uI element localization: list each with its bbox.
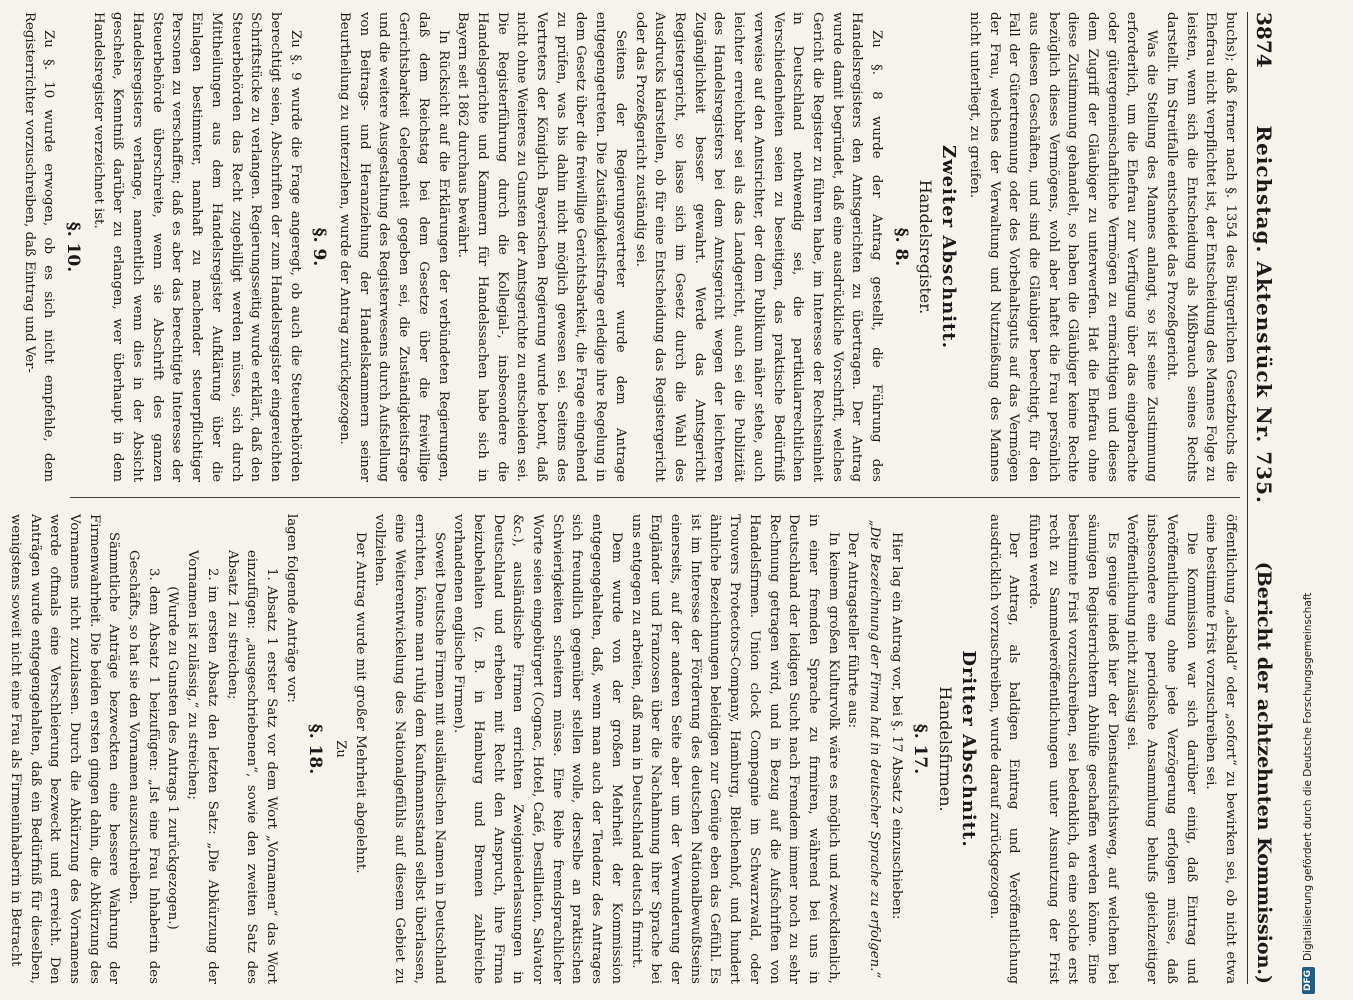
- paragraph: Sämmtliche Anträge bezweckten eine bessere Wahrung der Firmenwahrheit. Die beiden ersten gingen dahin, die Abkürzung des Vornamens nicht zuzulassen. Durch die Abkürzung des Vornamens werde oftmals eine Verschleierung bezweckt und erreicht. Den Anträgen wurde entgegengehalten, daß ein Bedürfniß für dieselben, wenigstens soweit nicht eine Frau als Firmeninhaberin in Betracht: [7, 514, 122, 984]
- section-title: Dritter Abschnitt.: [957, 650, 979, 848]
- paragraph: lagen folgende Anträge vor:: [283, 514, 299, 703]
- page-subtitle: (Bericht der achtzehnten Kommission.): [1253, 561, 1275, 984]
- section-subtitle: Handelsfirmen.: [936, 686, 956, 812]
- paragraph: Zu §. 10 wurde erwogen, ob es sich nicht empfehle, dem Registerrichter vorzuschreiben, daß Eintrag und Ver-: [21, 12, 57, 482]
- right-column: [7, 514, 1240, 984]
- dfg-logo-icon: DFG: [1302, 967, 1315, 994]
- paragraph: Zu §. 9 wurde die Frage angeregt, ob auch die Steuerbehörden berechtigt seien, Abschriften der zum Handelsregister eingereichten Schriftstücke zu verlangen. Regierungsseitig wurde erklärt, daß den Steuerbehörden das Recht zugebilligt werden müsse, sich durch Mittheilungen aus dem Handelsregister Aufklärung über die Einlagen bestimmter, namhaft zu machender steuerpflichtiger Personen zu verschaffen; daß es aber das berechtigte Interesse der Steuerbehörde überschreite, wenn sie Abschrift des ganzen Handelsregisters verlange, namentlich wenn dies in der Absicht geschehe, Kenntniß darüber zu erlangen, wer überhaupt in dem Handelsregister verzeichnet ist.: [90, 12, 303, 482]
- list-item: 3.dem Absatz 1 beizufügen: „Ist eine Frau Inhaberin des Geschäfts, so hat sie den Vornamen auszuschreiben.: [126, 550, 161, 984]
- digitization-credit: [1300, 0, 1316, 1000]
- paragraph-heading: §. 18.: [305, 723, 326, 775]
- quoted-amendment: „Die Bezeichnung der Firma hat in deutscher Sprache zu erfolgen.“: [867, 519, 883, 979]
- section-subtitle: Handelsregister.: [916, 179, 936, 315]
- paragraph: Was die Stellung des Mannes anlangt, so ist seine Zustimmung erforderlich, um die Ehefrau zur Verfügung über das eingebrachte oder gütergemeinschaftliche Vermögen zu ermächtigen und dieses dem Zugriff der Gläubiger zu unterwerfen. Hat die Ehefrau ohne diese Zustimmung gehandelt, so haben die Gläubiger keine Rechte bezüglich dieses Vermögens, wohl aber haftet die Frau persönlich aus diesen Geschäften, und sind die Gläubiger berechtigt, für den Fall der Gütertrennung oder des Vorbehaltsguts auf das Vermögen der Frau, welches der Verwaltung und Nutznießung des Mannes nicht unterliegt, zu greifen.: [966, 12, 1160, 482]
- paragraph-heading: §. 10.: [62, 221, 83, 273]
- page-title: Reichstag. Aktenstück Nr. 735.: [1252, 125, 1276, 504]
- rotated-document-sheet: [7, 12, 1280, 984]
- paragraph: Seitens der Regierungsvertreter wurde dem Antrage entgegengetreten. Die Zuständigkeitsfrage erledige ihre Regelung in dem Gesetz über die freiwillige Gerichtsbarkeit, die Frage eingehend zu prüfen, was bis dahin nicht möglich gewesen sei. Seitens des Vertreters der Königlich Bayerischen Regierung wurde betont, daß nicht ohne Weiteres zu Gunsten der Amtsgerichte zu entscheiden sei. Die Registerführung durch die Kollegial-, insbesondere die Handelsgerichte und Kammern für Handelssachen habe sich in Bayern seit 1862 durchaus bewährt.: [455, 12, 628, 482]
- paragraph: Die Kommission war sich darüber einig, daß Eintrag und Veröffentlichung ohne jede Verzögerung erfolgen müsse, daß insbesondere eine periodische Ansammlung behufs gleichzeitiger Veröffentlichung nicht zulässig sei.: [1124, 514, 1199, 984]
- paragraph: In keinem großen Kulturvolk wäre es möglich und zweckdienlich, in einer fremden Sprache zu firmiren, während bei uns in Deutschland der leidigen Sucht nach Fremdem immer noch zu sehr Rechnung getragen wird, und in Bezug auf die Aufschriften von Handelsfirmen. Union clock Compagnie im Schwarzwald, oder Trouvers Protectors-Company, Hamburg, Bleichenhof, und hundert ähnliche Bezeichnungen beleidigen zur Genüge eben das Gefühl. Es ist im Interesse der Förderung des deutschen Nationalbewußtseins einerseits, auf der anderen Seite aber um der Verwunderung der Engländer und Franzosen über die Nachahmung ihrer Sprache bei uns entgegen zu arbeiten, daß man in Deutschland deutsch firmirt.: [628, 514, 841, 984]
- column-divider: [70, 497, 1240, 498]
- paragraph: Dem wurde von der großen Mehrheit der Kommission entgegengehalten, daß, wenn man auch der Tendenz des Antrages sich freundlich gegenüber stellen wolle, derselbe an praktischen Schwierigkeiten scheitern müsse. Eine Reihe fremdsprachlicher Worte seien eingebürgert (Cognac, Hotel, Café, Destillation, Salvator &c.), ausländische Firmen errichten Zweigniederlassungen in Deutschland und erheben mit Recht den Anspruch, ihre Firma beizubehalten (z. B. in Hamburg und Bremen zahlreiche vorhandenen englische Firmen).: [451, 514, 624, 984]
- paragraph-heading: §. 9.: [309, 227, 330, 267]
- credit-text: Digitalisierung gefördert durch die Deutsche Forschungsgemeinschaft: [1302, 592, 1314, 961]
- paragraph: Der Antrag wurde mit großer Mehrheit abgelehnt.: [352, 532, 368, 874]
- page-number: 3874: [1252, 12, 1276, 68]
- paragraph: Hier lag ein Antrag vor, bei §. 17 Absatz 2 einzuschieben:: [888, 532, 904, 920]
- list-note: (Wurde zu Gunsten des Antrags 1 zurückgezogen.): [165, 586, 181, 930]
- paragraph: Der Antragsteller führte aus:: [845, 532, 861, 729]
- paragraph: Es genüge indeß hier der Dienstaufsichtsweg, auf welchem bei säumigen Registerrichtern Abhülfe geschaffen werden könne. Eine bestimmte Frist vorzuschreiben, sei bedenklich, da eine solche erst recht zu Sammelveröffentlichungen unter Ausnutzung der Frist führen werde.: [1025, 514, 1120, 984]
- page-header: [1247, 12, 1280, 984]
- paragraph: In Rücksicht auf die Erklärungen der verbündeten Regierungen, daß dem Reichstag bei dem Gesetze über die freiwillige Gerichtsbarkeit Gelegenheit gegeben sei, die Zuständigkeitsfrage und die weitere Ausgestaltung des Registerwesens durch Aufstellung von Beitrags- und Heranziehung der Handelskammern seiner Beurtheilung zu unterziehen, wurde der Antrag zurückgezogen.: [337, 12, 451, 482]
- paragraph-heading: §. 17.: [910, 723, 931, 775]
- paragraph: Der Antrag, als baldigen Eintrag und Veröffentlichung ausdrücklich vorzuschreiben, wurde darauf zurückgezogen.: [986, 514, 1022, 984]
- paragraph: Zu §. 8 wurde der Antrag gestellt, die Führung des Handelsregisters den Amtsgerichten zu übertragen. Der Antrag wurde damit begründet, daß eine ausdrückliche Vorschrift, welches Gericht die Register zu führen habe, im Interesse der Rechtseinheit in Deutschland nothwendig sei, die partikularrechtlichen Verschiedenheiten seien zu beseitigen, das praktische Bedürfniß verweise auf den Amtsrichter, der dem Publikum näher stehe, auch leichter erreichbar sei als das Landgericht, auch sei die Publizität des Handelsregisters bei dem Amtsgericht wegen der leichteren Zugänglichkeit besser gewahrt. Werde das Amtsgericht Registergericht, so lasse sich im Gesetz durch die Wahl des Ausdrucks klarstellen, ob für eine Entscheidung das Registergericht oder das Prozeßgericht zuständig sei.: [632, 12, 885, 482]
- paragraph: buchs); daß ferner nach §. 1354 des Bürgerlichen Gesetzbuchs die Ehefrau nicht verpflichtet ist, der Entscheidung des Mannes Folge zu leisten, wenn sich die Entscheidung als Mißbrauch seines Rechts darstellt. Im Streitfalle entscheidet das Prozeßgericht.: [1163, 12, 1238, 482]
- zu-label: Zu: [333, 740, 349, 758]
- paragraph: Soweit Deutsche Firmen mit ausländischen Namen in Deutschland errichten, könne man ruhig dem Kaufmannsstand selbst überlassen, eine Weiterentwickelung des Nationalgefühls auf diesem Gebiet zu vollziehen.: [372, 514, 447, 984]
- list-item: 2.im ersten Absatz den letzten Satz: „Die Abkürzung der Vornamen ist zulässig,“ zu streichen;: [185, 550, 220, 984]
- section-title: Zweiter Abschnitt.: [938, 145, 960, 349]
- paragraph-heading: §. 8.: [890, 227, 911, 267]
- list-item: 1.Absatz 1 erster Satz vor dem Wort „Vornamen“ das Wort einzufügen: „ausgeschriebenen“, sowie den zweiten Satz des Absatz 1 zu streichen;: [224, 550, 279, 984]
- paragraph: öffentlichung „alsbald“ oder „sofort“ zu bewirken sei, ob nicht etwa eine bestimmte Frist vorzuschreiben sei.: [1203, 514, 1238, 984]
- left-column: [21, 12, 1240, 482]
